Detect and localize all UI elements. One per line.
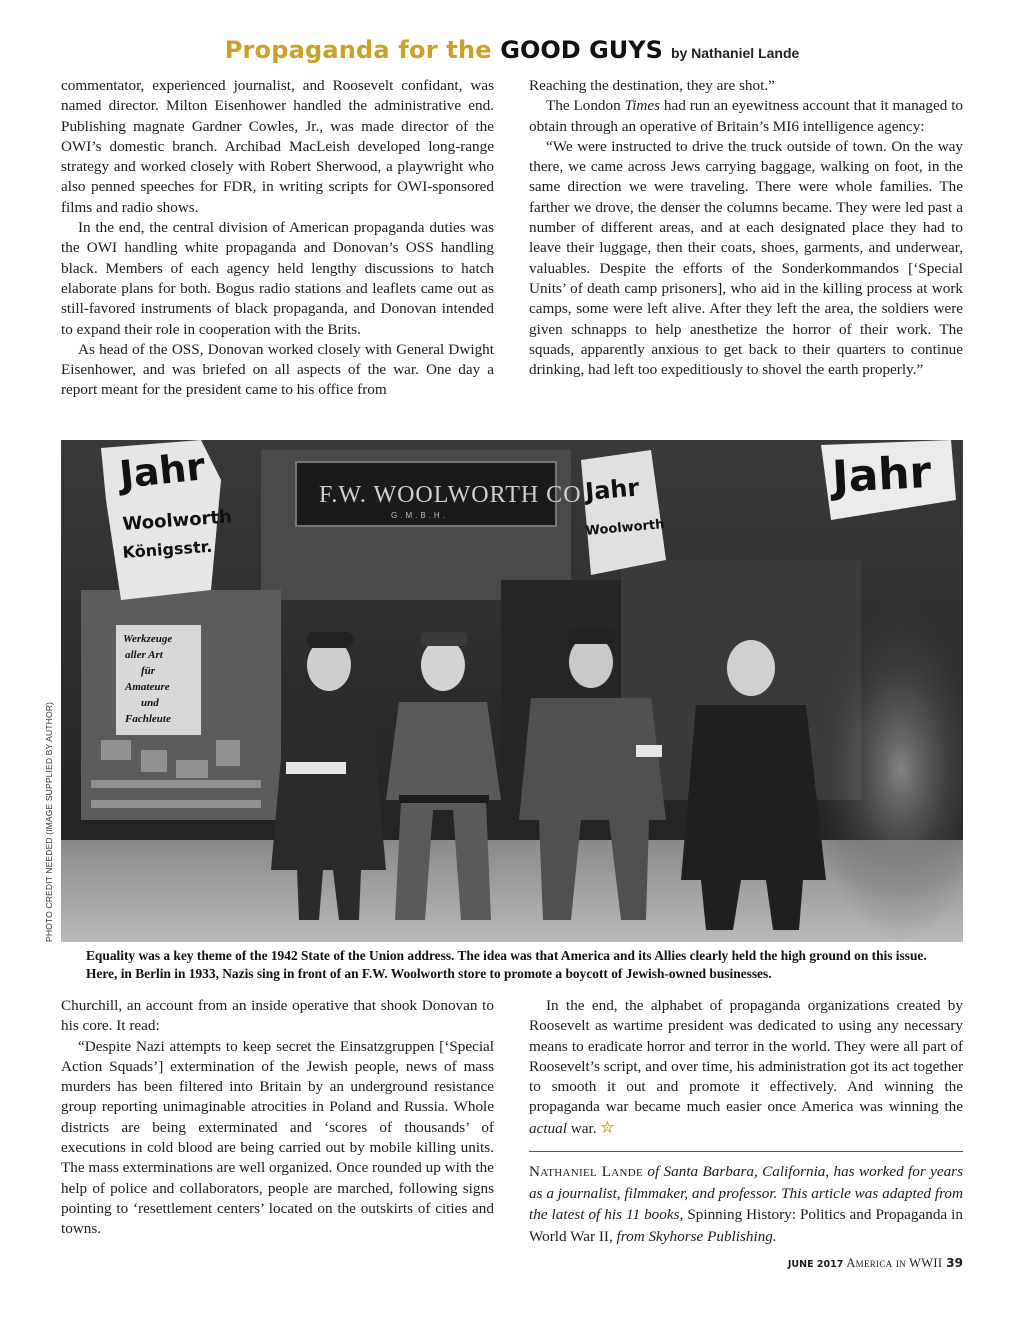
placard-line: für bbox=[141, 665, 156, 677]
magazine-name: America in WWII bbox=[846, 1256, 943, 1270]
paragraph bbox=[529, 996, 963, 1139]
photo-credit: PHOTO CREDIT NEEDED (IMAGE SUPPLIED BY AUTHOR) bbox=[44, 701, 54, 942]
placard-line: Amateure bbox=[125, 681, 170, 693]
paragraph bbox=[529, 96, 963, 137]
column-top-left bbox=[61, 76, 494, 401]
bio-text: , from Skyhorse Publishing. bbox=[608, 1227, 777, 1245]
article-header bbox=[0, 36, 1024, 64]
banner-text-left: Jahr bbox=[117, 444, 208, 497]
photograph bbox=[61, 440, 963, 942]
author-name: Nathaniel Lande bbox=[529, 1163, 644, 1181]
page-footer bbox=[788, 1256, 963, 1271]
end-mark-star-icon: ✮ bbox=[600, 1117, 615, 1137]
divider bbox=[529, 1151, 963, 1152]
paragraph: As head of the OSS, Donovan worked closely with General Dwight Eisenhower, and was briefed on all aspects of the war. One day a report meant for the president came to his office from bbox=[61, 340, 494, 399]
photo-caption: Equality was a key theme of the 1942 State of the Union address. The idea was that America and its Allies clearly held the high ground on this issue. Here, in Berlin in 1933, Nazis sing in front of an F.W. Woolworth store to promote a boycott of Jewish-owned businesses. bbox=[86, 948, 927, 981]
page-number: 39 bbox=[946, 1256, 963, 1270]
column-bottom-right bbox=[529, 996, 963, 1247]
emphasis: actual bbox=[529, 1119, 567, 1137]
placard-line: aller Art bbox=[125, 649, 163, 661]
store-sign: F.W. WOOLWORTH CO bbox=[319, 482, 582, 508]
text-run: war. bbox=[566, 1119, 597, 1137]
placard-line: und bbox=[141, 697, 159, 709]
placard-line: Werkzeuge bbox=[123, 633, 173, 645]
book-title: Spinning History: Politics and Propaganda in World War II bbox=[529, 1206, 963, 1245]
paragraph: “Despite Nazi attempts to keep secret the Einsatzgruppen [‘Special Action Squads’] extermination of the Jewish people, news of mass murders has been filtered into Britain by an underground resistance group reporting unimaginable atrocities in Poland and Russia. Whole districts are being exterminated and ‘scores of thousands’ of executions in cold blood are being carried out by mobile killing units. The mass exterminations are well organized. Once rounded up with the help of police and collaborators, people are marched, following signs pointing to ‘resettlement centers’ located on the outskirts of cities and towns. bbox=[61, 1037, 494, 1238]
text-run: The London bbox=[546, 97, 625, 115]
banner-text-right: Jahr bbox=[830, 446, 933, 503]
author-bio bbox=[529, 1161, 963, 1247]
text-run: In the end, the alphabet of propaganda organizations created by Roosevelt as wartime president was dedicated to using any necessary means to eradicate horror and terror in the world. They were all part of Roosevelt’s script, and over time, his administration got its act together to smooth it out and promote it effectively. And winning the propaganda war became much easier once America was winning the bbox=[529, 997, 963, 1116]
paragraph: “We were instructed to drive the truck outside of town. On the way there, we came across Jews carrying baggage, walking on foot, in the same direction we were traveling. There were whole families. The farther we drove, the denser the columns became. They were led past a number of different areas, and at each designated place they had to leave their luggage, then their coats, shoes, garments, and underwear, valuables. Despite the efforts of the Sonderkommandos [‘Special Units’ of death camp prisoners], who aid in the killing process at work camps, some were left alive. After they left the area, the soldiers were given schnapps to help anesthetize the horror of their work. The squads, apparently anxious to get back to their quarters to continue drinking, had left too expeditiously to shovel the earth properly.” bbox=[529, 137, 963, 379]
paragraph: Reaching the destination, they are shot.” bbox=[529, 77, 775, 94]
publication-name: Times bbox=[624, 97, 661, 115]
paragraph: Churchill, an account from an inside operative that shook Donovan to his core. It read: bbox=[61, 997, 494, 1035]
bio-text: of Santa Barbara, California, has worked for years as a journalist, filmmaker, and professor. This article was adapted from the latest of his 11 books, bbox=[529, 1163, 963, 1224]
banner-text-mid: Jahr bbox=[584, 473, 641, 506]
title-part-2: GOOD GUYS bbox=[500, 36, 663, 64]
paragraph: commentator, experienced journalist, and Roosevelt confidant, was named director. Milton Eisenhower handled the administrative end. Publishing magnate Gardner Cowles, Jr., was made director of the OWI’s domestic branch. Archibad MacLeish developed long-range strategy and worked closely with Robert Sherwood, a playwright who also penned speeches for FDR, in writing scripts for OWI-sponsored films and radio shows. bbox=[61, 77, 494, 216]
issue-date: JUNE 2017 bbox=[787, 1259, 844, 1270]
banner-store-mid: Woolworth bbox=[585, 517, 666, 539]
byline: by Nathaniel Lande bbox=[670, 45, 800, 61]
banner-street-left: Königsstr. bbox=[121, 536, 213, 562]
store-sign-sub: G.M.B.H. bbox=[391, 511, 448, 520]
placard-line: Fachleute bbox=[125, 713, 171, 725]
column-bottom-left bbox=[61, 996, 494, 1240]
column-top-right bbox=[529, 76, 963, 380]
banner-store-left: Woolworth bbox=[121, 506, 233, 535]
text-run: had run an eyewitness account that it managed to obtain through an operative of Britain’s MI6 intelligence agency: bbox=[529, 97, 964, 135]
title-part-1: Propaganda for the bbox=[224, 36, 501, 64]
paragraph: In the end, the central division of American propaganda duties was the OWI handling white propaganda and Donovan’s OSS handling black. Members of each agency held lengthy discussions to hatch elaborate plans for both. Bogus radio stations and leaflets came out as still-favored instruments of black propaganda, and Donovan intended to expand their role in cooperation with the Brits. bbox=[61, 219, 494, 338]
